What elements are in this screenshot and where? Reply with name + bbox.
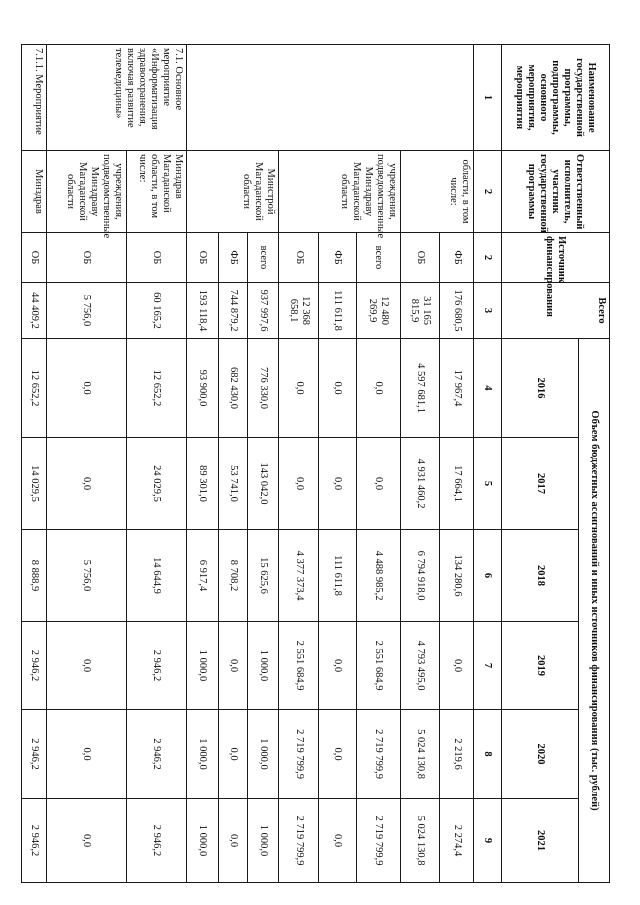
row-value: 53 741,0 [218,438,247,530]
row-exec: области, в том числе: [400,151,473,233]
header-year: 2017 [502,438,579,530]
index-cell: 5 [473,438,501,530]
row-value: 2 946,2 [126,710,187,799]
index-cell: 4 [473,339,501,438]
row-value: 14 644,9 [126,530,187,622]
table-row [247,45,278,883]
index-cell: 9 [473,799,501,883]
index-cell: 7 [473,622,501,710]
row-value: 0,0 [279,438,319,530]
row-name: 7.1.1. Мероприятие [22,45,47,151]
row-total: 44 409,2 [22,283,47,339]
row-value: 4 377 373,4 [279,530,319,622]
row-value: 0,0 [47,799,126,883]
header-year: 2021 [502,799,579,883]
row-source: ОБ [47,233,126,283]
rotated-table-wrapper [21,44,610,882]
table-row [440,45,473,883]
table-row [126,45,187,883]
row-source: всего [247,233,278,283]
header-source: Источник финансирования [502,233,610,283]
row-value: 682 430,0 [218,339,247,438]
row-value: 0,0 [319,622,357,710]
row-value: 2 946,2 [126,622,187,710]
index-cell: 8 [473,710,501,799]
row-source: ОБ [126,233,187,283]
index-cell: 6 [473,530,501,622]
row-value: 2 719 799,9 [279,799,319,883]
row-value: 2 719 799,9 [279,710,319,799]
row-source: ОБ [279,233,319,283]
row-exec: учреждения, подведомственные Минздраву Магаданской области [279,151,400,233]
row-source: ОБ [400,233,440,283]
index-row [473,45,501,883]
row-name [187,45,473,151]
header-year: 2016 [502,339,579,438]
row-value: 93 900,0 [187,339,218,438]
row-value: 5 756,0 [47,530,126,622]
header-year: 2019 [502,622,579,710]
row-value: 2 551 684,9 [279,622,319,710]
row-value: 14 029,5 [22,438,47,530]
funding-table [21,44,610,883]
row-source: ФБ [319,233,357,283]
row-total: 176 680,5 [440,283,473,339]
header-year: 2020 [502,710,579,799]
row-value: 24 029,5 [126,438,187,530]
header-name: Наименование государственной программы, подпрограммы, основного мероприятия, мероприятия [502,45,610,151]
row-value: 4 793 495,0 [400,622,440,710]
row-value: 5 024 130,8 [400,799,440,883]
row-value: 17 664,1 [440,438,473,530]
row-value: 0,0 [279,339,319,438]
row-value: 1 000,0 [187,799,218,883]
row-value: 12 652,2 [22,339,47,438]
index-cell: 2 [473,233,501,283]
row-value: 0,0 [356,438,400,530]
table-row [47,45,126,883]
row-total: 937 997,6 [247,283,278,339]
row-value: 1 000,0 [247,710,278,799]
row-value: 0,0 [319,710,357,799]
row-total: 111 611,8 [319,283,357,339]
row-value: 4 931 460,2 [400,438,440,530]
row-value: 0,0 [47,622,126,710]
row-total: 744 879,2 [218,283,247,339]
row-value: 5 024 130,8 [400,710,440,799]
row-value: 0,0 [47,710,126,799]
row-value: 8 888,9 [22,530,47,622]
table-row [356,45,400,883]
row-value: 2 219,6 [440,710,473,799]
row-exec: Минздрав [22,151,47,233]
index-cell: 3 [473,283,501,339]
row-value: 15 625,6 [247,530,278,622]
header-year: 2018 [502,530,579,622]
row-value: 17 967,4 [440,339,473,438]
row-source: ОБ [187,233,218,283]
row-value: 2 946,2 [22,799,47,883]
header-exec: Ответственный исполнитель, участник государственной программы [502,151,610,233]
row-value: 2 946,2 [22,710,47,799]
row-name: 7.1. Основное мероприятие «Информатизация здравоохранения, включая развитие телемедицины» [47,45,187,151]
row-value: 2 551 684,9 [356,622,400,710]
row-value: 2 274,4 [440,799,473,883]
row-value: 0,0 [218,622,247,710]
row-value: 1 000,0 [187,622,218,710]
row-source: всего [356,233,400,283]
row-value: 2 719 799,9 [356,799,400,883]
row-value: 89 301,0 [187,438,218,530]
row-value: 0,0 [47,438,126,530]
row-value: 1 000,0 [187,710,218,799]
row-value: 134 280,6 [440,530,473,622]
row-value: 1 000,0 [247,799,278,883]
row-value: 0,0 [319,799,357,883]
row-value: 143 042,0 [247,438,278,530]
row-exec: учреждения, подведомственные Минздраву Магаданской области [47,151,126,233]
row-exec: Минстрой Магаданской области [187,151,279,233]
row-value: 111 611,8 [319,530,357,622]
row-value: 0,0 [440,622,473,710]
index-cell: 1 [473,45,501,151]
row-value: 0,0 [356,339,400,438]
row-value: 0,0 [47,339,126,438]
row-value: 2 946,2 [22,622,47,710]
row-total: 31 165 815,9 [400,283,440,339]
row-value: 1 000,0 [247,622,278,710]
row-value: 0,0 [319,339,357,438]
header-total: Всего [502,283,610,339]
row-value: 4 488 985,2 [356,530,400,622]
row-value: 4 597 681,1 [400,339,440,438]
row-total: 12 368 658,1 [279,283,319,339]
row-value: 6 794 918,0 [400,530,440,622]
row-source: ОБ [22,233,47,283]
row-exec: Минздрав Магаданской области, в том числе: [126,151,187,233]
table-row [22,45,47,883]
row-source: ФБ [218,233,247,283]
row-value: 0,0 [319,438,357,530]
row-value: 2 719 799,9 [356,710,400,799]
row-value: 2 946,2 [126,799,187,883]
row-source: ФБ [440,233,473,283]
index-cell: 2 [473,151,501,233]
row-total: 60 165,2 [126,283,187,339]
row-value: 12 652,2 [126,339,187,438]
row-value: 0,0 [218,710,247,799]
row-total: 12 480 269,9 [356,283,400,339]
row-value: 6 917,4 [187,530,218,622]
row-value: 776 330,0 [247,339,278,438]
row-total: 193 118,4 [187,283,218,339]
row-value: 8 708,2 [218,530,247,622]
row-value: 0,0 [218,799,247,883]
row-total: 5 756,0 [47,283,126,339]
header-funding-title: Объем бюджетных ассигнований и иных источников финансирования (тыс. рублей) [579,339,610,883]
